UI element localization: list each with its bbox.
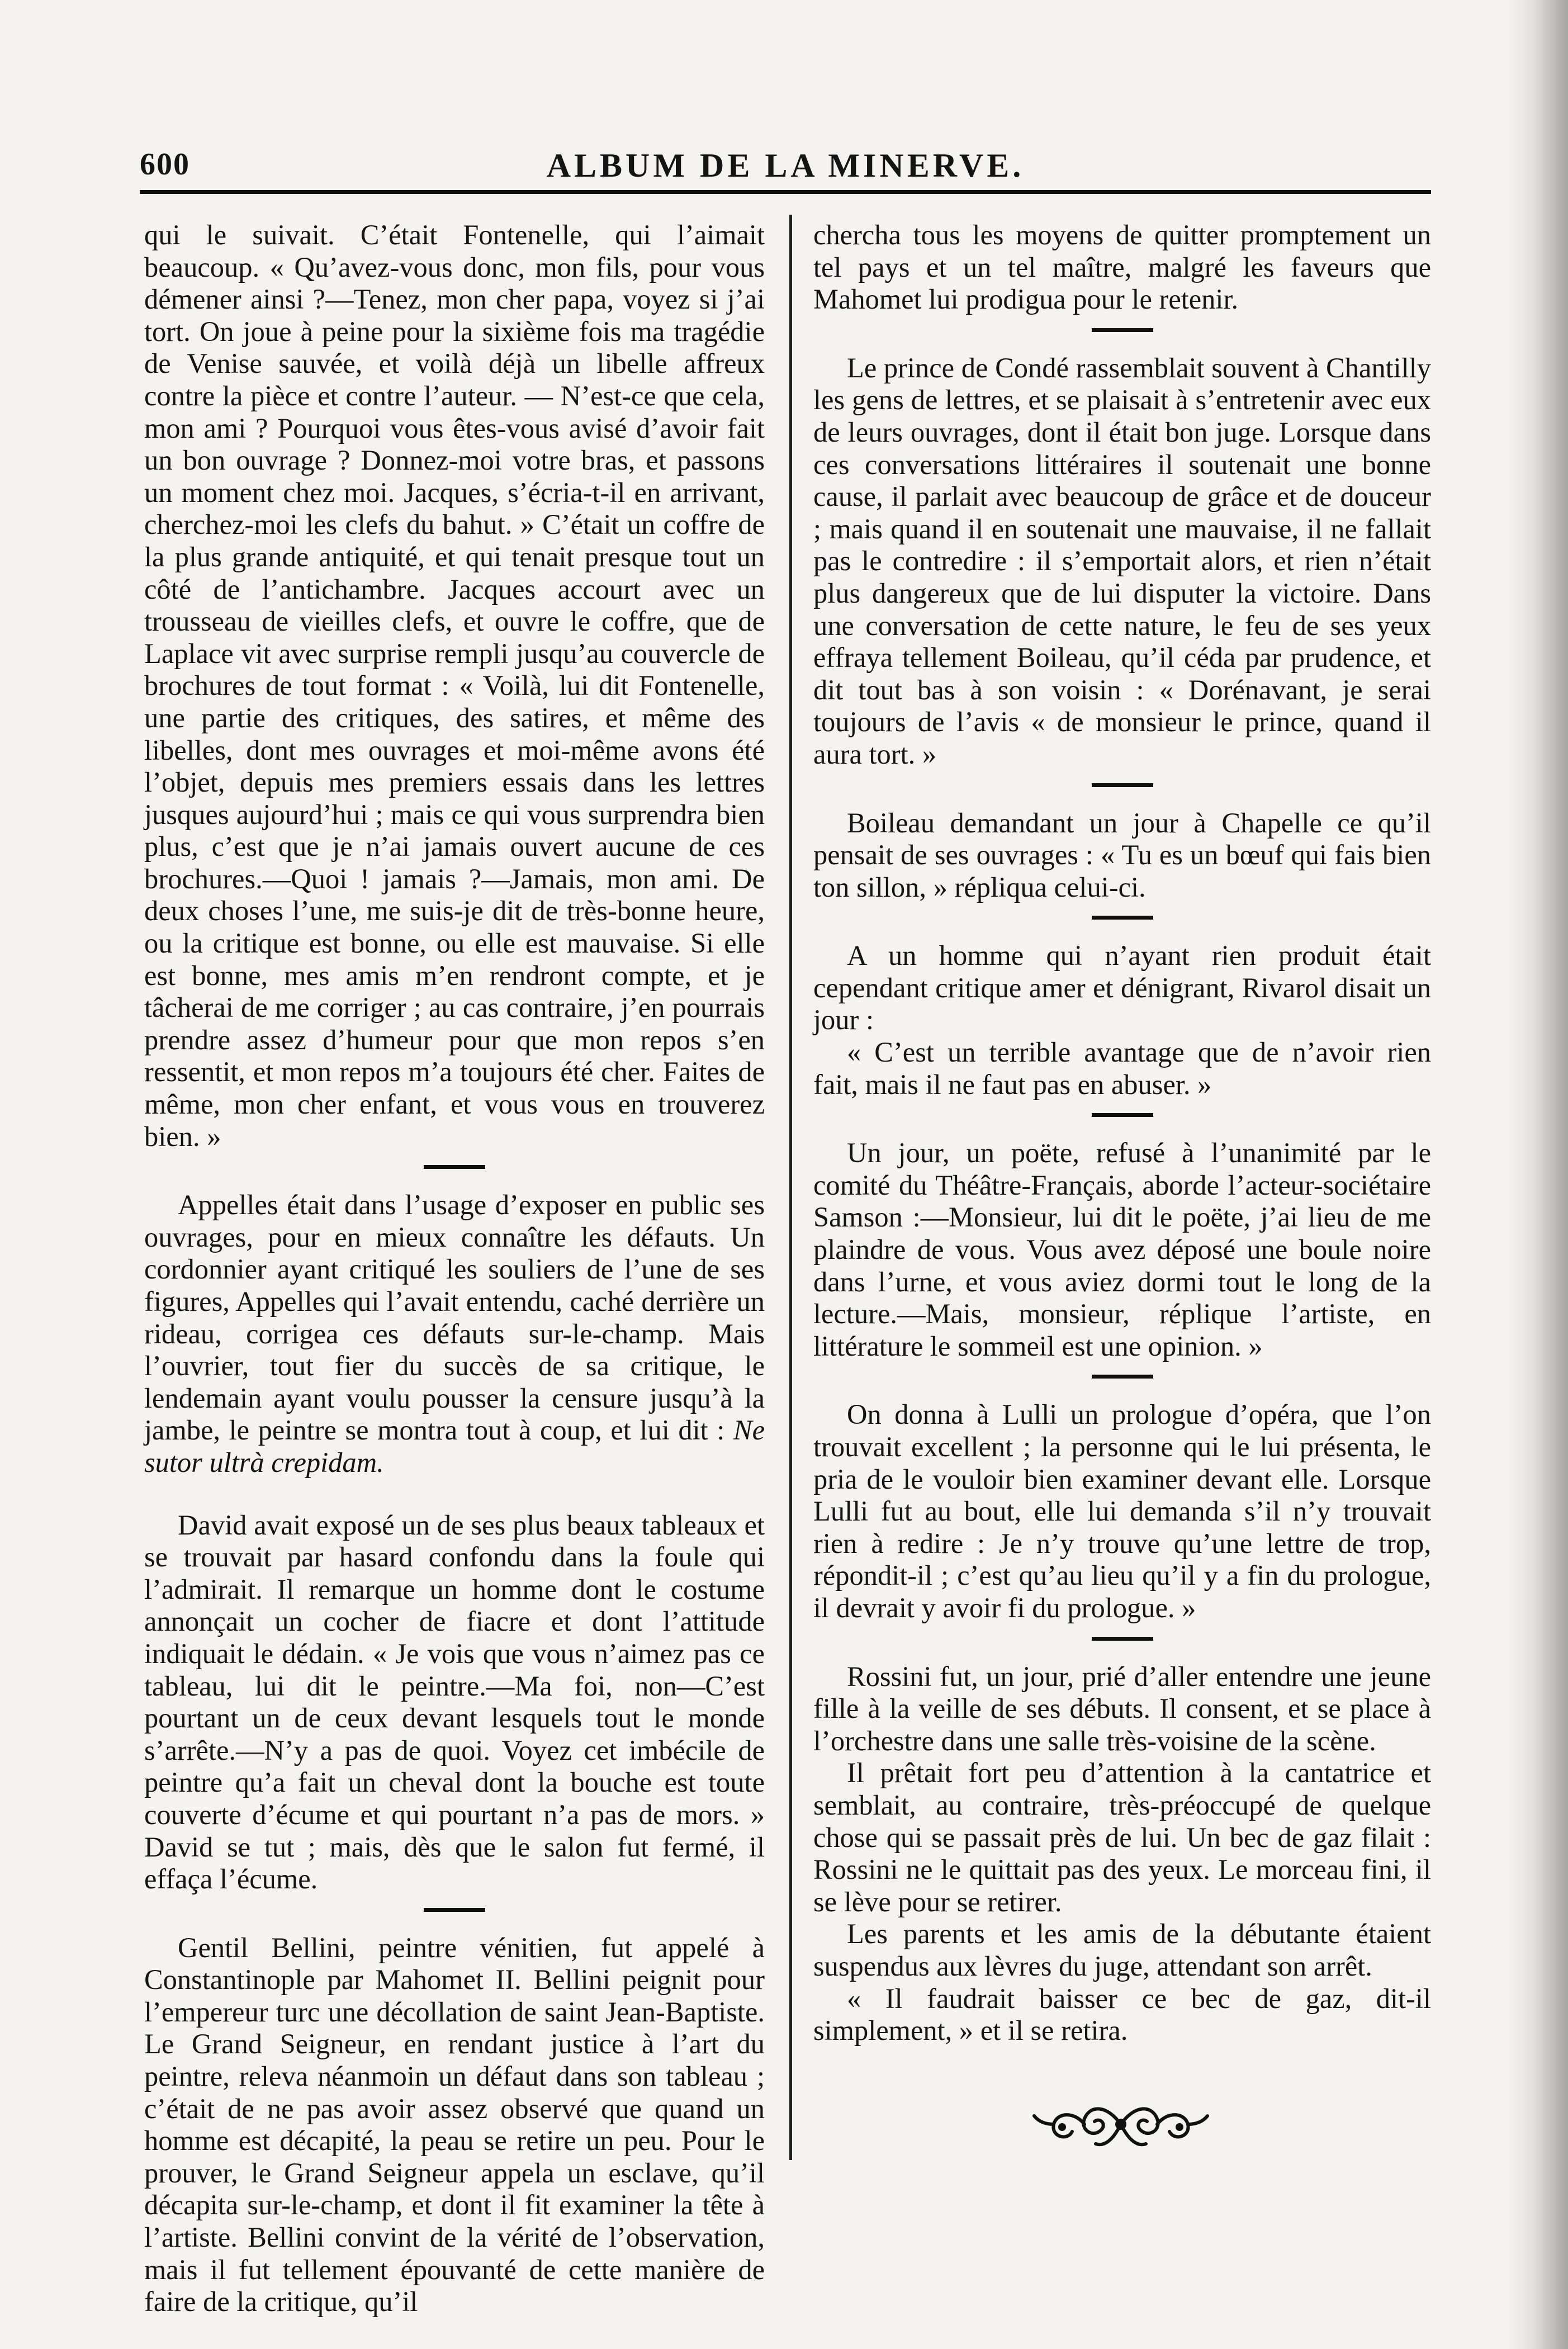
- latin-quote: Ne sutor ultrà crepidam.: [144, 1414, 765, 1478]
- section-separator: [1092, 916, 1153, 920]
- header-rule: [140, 190, 1431, 194]
- paragraph: « Il faudrait baisser ce bec de gaz, dit-il simplement, » et il se retira.: [813, 1982, 1431, 2047]
- paragraph: Gentil Bellini, peintre vénitien, fut appelé à Constantinople par Mahomet II. Bellini peignit pour l’empereur turc une décollation de saint Jean-Baptiste. Le Grand Seigneur, en rendant justice à l’art du peintre, releva néanmoin un défaut dans son tableau ; c’était de ne pas avoir assez observé que quand un homme est décapité, la peau se retire un peu. Pour le prouver, le Grand Seigneur appela un esclave, qu’il décapita sur-le-champ, et dont il fit examiner la tête à l’artiste. Bellini convint de la vérité de l’observation, mais il fut tellement épouvanté de cette manière de faire de la critique, qu’il: [144, 1931, 765, 2318]
- section-separator: [1092, 1375, 1153, 1379]
- anecdote-fontenelle: [144, 219, 765, 1153]
- anecdote-lulli: [813, 1399, 1431, 1624]
- column-divider: [789, 215, 792, 2160]
- anecdote-rossini: [813, 1661, 1431, 2047]
- section-separator: [1092, 1113, 1153, 1117]
- paragraph: Le prince de Condé rassemblait souvent à Chantilly les gens de lettres, et se plaisait à s’entretenir avec eux de leurs ouvrages, dont il était bon juge. Lorsque dans ces conversations littéraires il soutenait une bonne cause, il parlait avec beaucoup de grâce et de douceur ; mais quand il en soutenait une mauvaise, il ne fallait pas le contredire : il s’emportait alors, et rien n’était plus dangereux que de lui disputer la victoire. Dans une conversation de cette nature, le feu de ses yeux effraya tellement Boileau, qu’il céda par prudence, et dit tout bas à son voisin : « Dorénavant, je serai toujours de l’avis « de monsieur le prince, quand il aura tort. »: [813, 352, 1431, 770]
- page-edge-shadow: [1507, 0, 1568, 2349]
- paragraph: Il prêtait fort peu d’attention à la cantatrice et semblait, au contraire, très-préoccupé de quelque chose qui se passait près de lui. Un bec de gaz filait : Rossini ne le quittait pas des yeux. Le morceau fini, il se lève pour se retirer.: [813, 1757, 1431, 1917]
- section-separator: [1092, 783, 1153, 787]
- paragraph: A un homme qui n’ayant rien produit était cependant critique amer et dénigrant, Rivarol disait un jour :: [813, 940, 1431, 1036]
- section-separator: [424, 1908, 485, 1912]
- running-title: ALBUM DE LA MINERVE.: [546, 147, 1025, 184]
- anecdote-bellini: [144, 1932, 765, 2318]
- paragraph: Rossini fut, un jour, prié d’aller entendre une jeune fille à la veille de ses débuts. Il consent, et se place à l’orchestre dans une salle très-voisine de la scène.: [813, 1660, 1431, 1756]
- paragraph: David avait exposé un de ses plus beaux tableaux et se trouvait par hasard confondu dans la foule qui l’admirait. Il remarque un homme dont le costume annonçait un cocher de fiacre et dont l’attitude indiquait le dédain. « Je vois que vous n’aimez pas ce tableau, lui dit le peintre.—Ma foi, non—C’est pourtant un de ceux devant lesquels tout le monde s’arrête.—N’y a pas de quoi. Voyez cet imbécile de peintre qu’a fait un cheval dont la bouche est toute couverte d’écume et qui pourtant n’a pas de mors. » David se tut ; mais, dès que le salon fut fermé, il effaça l’écume.: [144, 1509, 765, 1895]
- left-column: [144, 219, 765, 2318]
- paragraph: qui le suivait. C’était Fontenelle, qui l’aimait beaucoup. « Qu’avez-vous donc, mon fils, pour vous démener ainsi ?—Tenez, mon cher papa, voyez si j’ai tort. On joue à peine pour la sixième fois ma tragédie de Venise sauvée, et voilà déjà un libelle affreux contre la pièce et contre l’auteur. — N’est-ce que cela, mon ami ? Pourquoi vous êtes-vous avisé d’avoir fait un bon ouvrage ? Donnez-moi votre bras, et passons un moment chez moi. Jacques, s’écria-t-il en arrivant, cherchez-moi les clefs du bahut. » C’était un coffre de la plus grande antiquité, et qui tenait presque tout un côté de l’antichambre. Jacques accourt avec un trousseau de vieilles clefs, et ouvre le coffre, que de Laplace vit avec surprise rempli jusqu’au couvercle de brochures de tout format : « Voilà, lui dit Fontenelle, une partie des critiques, des satires, et même des libelles, dont mes ouvrages et moi-même avons été l’objet, depuis mes premiers essais dans les lettres jusques aujourd’hui ; mais ce qui vous surprendra bien plus, c’est que je n’ai jamais ouvert aucune de ces brochures.—Quoi ! jamais ?—Jamais, mon ami. De deux choses l’une, me suis-je dit de très-bonne heure, ou la critique est bonne, ou elle est mauvaise. Si elle est bonne, mes amis m’en rendront compte, et je tâcherai de me corriger ; au cas contraire, j’en pourrais prendre assez d’humeur pour que mon repos s’en ressentit, et mon repos m’a toujours été cher. Faites de même, mon cher enfant, et vous vous en trouverez bien. »: [144, 219, 765, 1152]
- paragraph: Un jour, un poëte, refusé à l’unanimité par le comité du Théâtre-Français, aborde l’acteur-sociétaire Samson :—Monsieur, lui dit le poëte, j’ai lieu de me plaindre de vous. Vous avez déposé une boule noire dans l’urne, et vous aviez dormi tout le long de la lecture.—Mais, monsieur, réplique l’artiste, en littérature le sommeil est une opinion. »: [813, 1137, 1431, 1362]
- paragraph: [144, 1189, 765, 1479]
- paragraph: « C’est un terrible avantage que de n’avoir rien fait, mais il ne faut pas en abuser. »: [813, 1036, 1431, 1100]
- anecdote-conde: [813, 352, 1431, 771]
- fleuron-ornament-icon: [1029, 2094, 1213, 2155]
- right-column: [813, 219, 1431, 2047]
- section-separator: [424, 1165, 485, 1169]
- anecdote-apelles: [144, 1189, 765, 1479]
- anecdote-samson: [813, 1137, 1431, 1362]
- page-header: [140, 146, 1431, 191]
- paragraph: chercha tous les moyens de quitter promptement un tel pays et un tel maître, malgré les faveurs que Mahomet lui prodigua pour le retenir.: [813, 219, 1431, 315]
- section-separator: [1092, 1637, 1153, 1641]
- anecdote-rivarol: [813, 940, 1431, 1101]
- paragraph: On donna à Lulli un prologue d’opéra, que l’on trouvait excellent ; la personne qui le lui présenta, le pria de le vouloir bien examiner devant elle. Lorsque Lulli fut au bout, elle lui demanda s’il n’y trouvait rien à redire : Je n’y trouve qu’une lettre de trop, répondit-il ; c’est qu’au lieu qu’il y a fin du prologue, il devrait y avoir fi du prologue. »: [813, 1399, 1431, 1623]
- section-gap: [144, 1479, 765, 1509]
- page-number: 600: [140, 147, 190, 182]
- paragraph: Les parents et les amis de la débutante étaient suspendus aux lèvres du juge, attendant son arrêt.: [813, 1918, 1431, 1982]
- section-separator: [1092, 328, 1153, 332]
- anecdote-david: [144, 1509, 765, 1896]
- anecdote-bellini-end: [813, 219, 1431, 316]
- anecdote-boileau: [813, 807, 1431, 904]
- paragraph: Boileau demandant un jour à Chapelle ce qu’il pensait de ses ouvrages : « Tu es un bœuf qui fais bien ton sillon, » répliqua celui-ci.: [813, 807, 1431, 903]
- paragraph-text: Appelles était dans l’usage d’exposer en public ses ouvrages, pour en mieux connaître les défauts. Un cordonnier ayant critiqué les souliers de l’une de ses figures, Appelles qui l’avait entendu, caché derrière un rideau, corrigea ces défauts sur-le-champ. Mais l’ouvrier, tout fier du succès de sa critique, le lendemain ayant voulu pousser la censure jusqu’à la jambe, le peintre se montra tout à coup, et lui dit :: [144, 1189, 765, 1446]
